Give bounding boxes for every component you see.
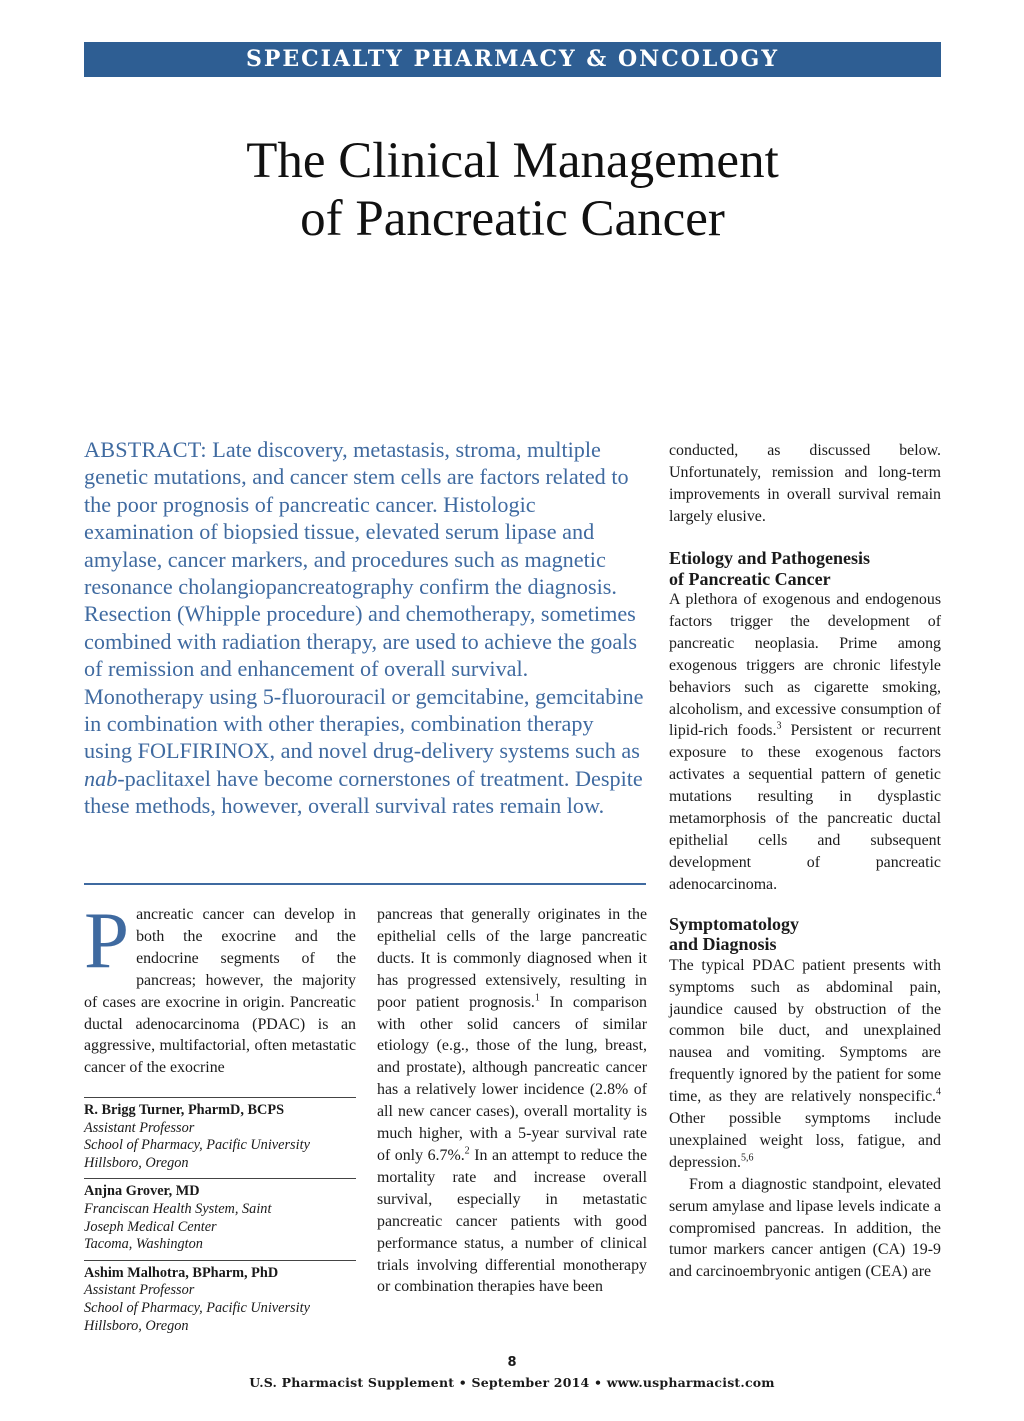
symptom-text: The typical PDAC patient presents with symptoms such as abdominal pain, jaundice caused by obstruction of the common bile duct, and unexplained nausea and vomiting. Symptoms are frequently ignored by the patient for some time, as they are relatively nonspecific. [669,956,941,1106]
citation-ref: 5,6 [740,1152,754,1164]
section-heading-symptomatology [669,914,941,955]
citation-ref: 4 [936,1086,941,1098]
author-name: Ashim Malhotra, BPharm, PhD [84,1264,279,1281]
author-affiliation: Assistant Professor [84,1119,195,1136]
heading-line: of Pancreatic Cancer [669,568,831,589]
title-line-1: The Clinical Management [246,133,779,189]
col2-text: In comparison with other solid cancers of similar etiology (e.g., those of the lung, breast, and prostate), although pancreatic cancer has a relatively lower incidence (2.8% of all new cancer cases), overall mortality is much higher, with a 5-year survival rate of only 6.7%. [377,993,648,1164]
col3-continuation: conducted, as discussed below. Unfortunately, remission and long-term improvements in overall survival remain largely elusive. [669,442,941,525]
author-name: R. Brigg Turner, PharmD, BCPS [84,1102,285,1118]
diagnosis-paragraph: From a diagnostic standpoint, elevated serum amylase and lipase levels indicate a compromised pancreas. In addition, the tumor markers cancer antigen (CA) 19-9 and carcinoembryonic antigen (CEA) are [669,1175,941,1281]
author-affiliation: School of Pharmacy, Pacific University [84,1137,310,1154]
author-affiliation: Joseph Medical Center [84,1218,217,1235]
citation-ref: 3 [776,721,782,733]
article-title [84,132,941,248]
title-line-2: of Pancreatic Cancer [300,191,725,247]
abstract-italic: nab [84,765,118,791]
body-column-1 [84,895,356,1079]
body-column-3 [669,548,941,1283]
body-column-2 [377,904,647,1298]
author-affiliation: Hillsboro, Oregon [84,1317,189,1334]
drop-cap: P [84,895,130,985]
section-banner: SPECIALTY PHARMACY & ONCOLOGY [84,42,941,77]
author-affiliation: Franciscan Health System, Saint [84,1200,272,1217]
author-block [84,1097,356,1172]
author-list [84,1097,356,1341]
col2-text: In an attempt to reduce the mortality rate and increase overall survival, especially in metastatic pancreatic cancer patients with good performance status, a number of clinical trials involving differential monotherapy or combination therapies have been [377,1146,647,1296]
col2-text: pancreas that generally originates in the epithelial cells of the large pancreatic ducts. It is commonly diagnosed when it has progressed extensively, resulting in poor patient prognosis. [377,906,647,1011]
intro-paragraph: ancreatic cancer can develop in both the exocrine and the endocrine segments of the pancreas; however, the majority of cases are exocrine in origin. Pancreatic ductal adenocarcinoma (PDAC) is an aggressive, multifactorial, often metastatic cancer of the exocrine [84,906,356,1077]
page-footer: U.S. Pharmacist Supplement • September 2014 • www.uspharmacist.com [249,1375,775,1390]
abstract-label: ABSTRACT: [84,437,207,462]
etiology-text: A plethora of exogenous and endogenous factors trigger the development of pancreatic neoplasia. Prime among exogenous triggers are chronic lifestyle behaviors such as cigarette smoking, alcoholism, and excessive consumption of lipid-rich foods. [669,591,941,740]
section-heading-etiology [669,548,941,589]
author-affiliation: Assistant Professor [84,1282,195,1299]
heading-line: Symptomatology [669,913,799,934]
abstract [84,436,646,820]
body-column-3-top [669,440,941,528]
author-name: Anjna Grover, MD [84,1183,200,1200]
abstract-text-b: -paclitaxel have become cornerstones of treatment. Despite these methods, however, overall survival rates remain low. [84,765,643,819]
author-affiliation: Tacoma, Washington [84,1236,203,1253]
etiology-text: Persistent or recurrent exposure to these exogenous factors activates a sequential pattern of genetic mutations resulting in dysplastic metamorphosis of the pancreatic ductal epithelial cells and subsequent development of pancreatic adenocarcinoma. [669,722,941,893]
page-number: 8 [507,1355,517,1370]
heading-line: and Diagnosis [669,934,777,955]
author-affiliation: School of Pharmacy, Pacific University [84,1299,310,1316]
abstract-text-a: Late discovery, metastasis, stroma, multiple genetic mutations, and cancer stem cells are factors related to the poor prognosis of pancreatic cancer. Histologic examination of biopsied tissue, elevated serum lipase and amylase, cancer markers, and procedures such as magnetic resonance cholangiopancreatography confirm the diagnosis. Resection (Whipple procedure) and chemotherapy, sometimes combined with radiation therapy, are used to achieve the goals of remission and enhancement of overall survival. Monotherapy using 5-fluorouracil or gemcitabine, gemcitabine in combination with other therapies, combination therapy using FOLFIRINOX, and novel drug-delivery systems such as [84,437,644,764]
citation-ref: 2 [464,1145,470,1157]
author-block [84,1260,356,1335]
author-block [84,1178,356,1253]
heading-line: Etiology and Pathogenesis [669,548,871,568]
author-affiliation: Hillsboro, Oregon [84,1154,189,1171]
symptom-text: Other possible symptoms include unexplained weight loss, fatigue, and depression. [669,1110,941,1171]
abstract-divider [84,883,646,885]
citation-ref: 1 [534,992,540,1004]
